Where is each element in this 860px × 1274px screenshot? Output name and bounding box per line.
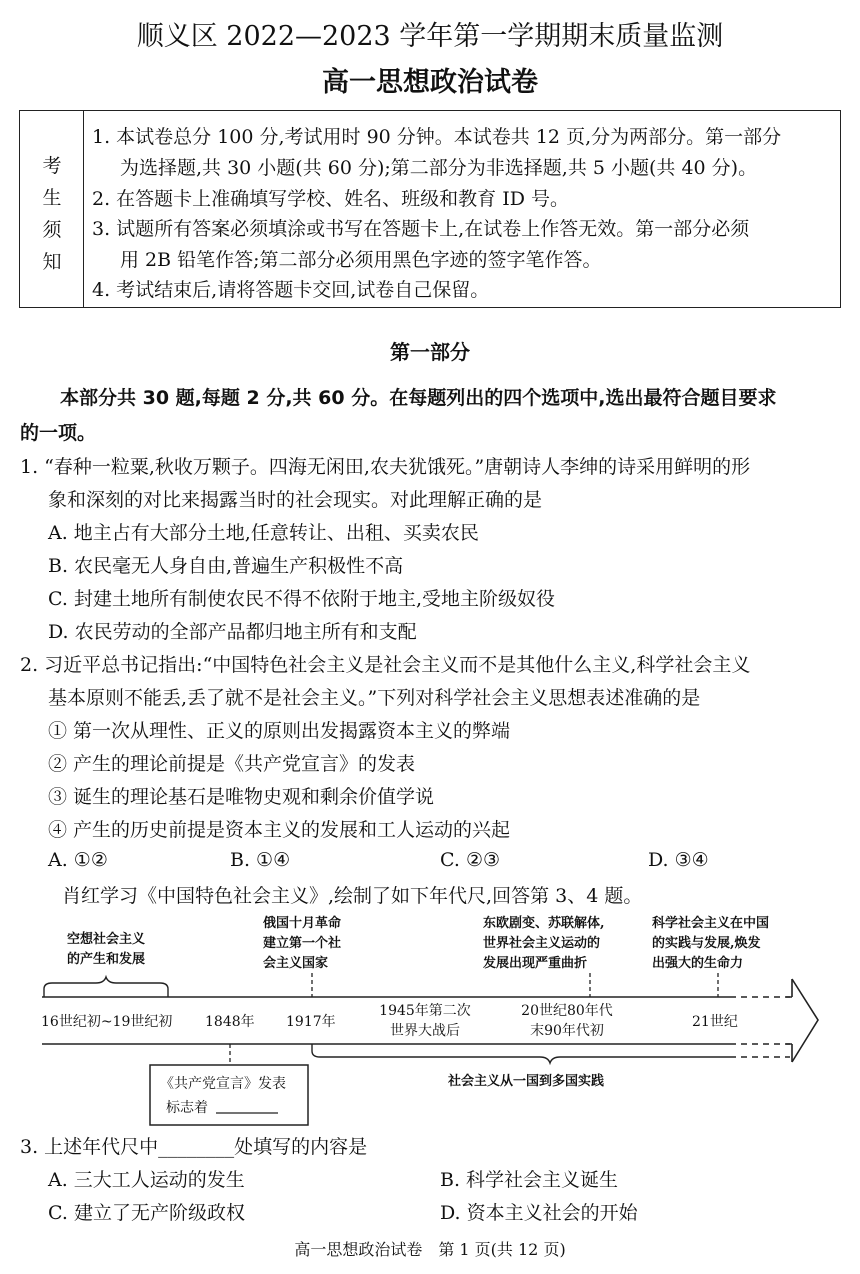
axis-label: 20世纪80年代 (521, 1003, 613, 1019)
bracket-multi-country (312, 1044, 730, 1063)
label-china: 出强大的生命力 (652, 956, 744, 971)
timeline-arrowhead (792, 979, 818, 1062)
manifesto-text: 标志着 (166, 1100, 208, 1116)
label-october: 建立第一个社 (263, 936, 342, 951)
question-1-stem: 象和深刻的对比来揭露当时的社会现实。对此理解正确的是 (48, 489, 543, 511)
notice-label-char: 考 (42, 155, 62, 177)
label-eastern: 发展出现严重曲折 (483, 956, 588, 971)
section-title: 第一部分 (390, 340, 470, 364)
page-footer: 高一思想政治试卷 第 1 页(共 12 页) (294, 1240, 566, 1259)
question-3-option: D. 资本主义社会的开始 (440, 1202, 638, 1224)
axis-label: 1848年 (205, 1014, 255, 1030)
question-2-item: ② 产生的理论前提是《共产党宣言》的发表 (48, 753, 416, 775)
notice-line: 3. 试题所有答案必须填涂或书写在答题卡上,在试卷上作答无效。第一部分必须 (92, 218, 750, 240)
question-2-item: ③ 诞生的理论基石是唯物史观和剩余价值学说 (48, 786, 435, 808)
manifesto-text: 《共产党宣言》发表 (160, 1076, 286, 1092)
question-2-option: B. ①④ (230, 849, 291, 871)
question-1-option: A. 地主占有大部分土地,任意转让、出租、买卖农民 (48, 522, 479, 544)
axis-label: 世界大战后 (390, 1023, 460, 1039)
label-eastern: 世界社会主义运动的 (483, 936, 601, 951)
question-3-option: B. 科学社会主义诞生 (440, 1169, 619, 1191)
notice-label-char: 须 (42, 219, 62, 241)
question-1-option: D. 农民劳动的全部产品都归地主所有和支配 (48, 621, 417, 643)
axis-label: 末90年代初 (530, 1023, 604, 1039)
question-2-option: C. ②③ (440, 849, 501, 871)
notice-line: 用 2B 铅笔作答;第二部分必须用黑色字迹的签字笔作答。 (120, 249, 602, 271)
notice-line: 1. 本试卷总分 100 分,考试用时 90 分钟。本试卷共 12 页,分为两部分。第一部分 (92, 126, 782, 148)
label-eastern: 东欧剧变、苏联解体, (483, 916, 605, 931)
bracket-label: 社会主义从一国到多国实践 (448, 1074, 605, 1089)
question-2-item: ④ 产生的历史前提是资本主义的发展和工人运动的兴起 (48, 819, 511, 841)
label-october: 会主义国家 (263, 956, 329, 971)
notice-line: 为选择题,共 30 小题(共 60 分);第二部分为非选择题,共 5 小题(共 40 分)。 (120, 157, 758, 179)
question-3-option: A. 三大工人运动的发生 (48, 1169, 245, 1191)
question-1-option: B. 农民毫无人身自由,普遍生产积极性不高 (48, 555, 404, 577)
section-intro: 本部分共 30 题,每题 2 分,共 60 分。在每题列出的四个选项中,选出最符合题目要求 (60, 387, 777, 409)
label-china: 科学社会主义在中国 (652, 916, 770, 931)
axis-label: 1917年 (286, 1014, 336, 1030)
axis-label: 21世纪 (692, 1014, 738, 1030)
question-3-stem: 3. 上述年代尺中________处填写的内容是 (20, 1136, 368, 1158)
question-1-option: C. 封建土地所有制使农民不得不依附于地主,受地主阶级奴役 (48, 588, 555, 610)
question-2-option: D. ③④ (648, 849, 709, 871)
utopian-brace (44, 977, 168, 997)
section-intro: 的一项。 (20, 422, 97, 444)
notice-label (20, 111, 84, 307)
question-3-option: C. 建立了无产阶级政权 (48, 1202, 245, 1224)
question-1-stem: 1. “春种一粒粟,秋收万颗子。四海无闲田,农夫犹饿死。”唐朝诗人李绅的诗采用鲜明的形 (20, 456, 751, 478)
question-2-option: A. ①② (48, 849, 108, 871)
question-2-item: ① 第一次从理性、正义的原则出发揭露资本主义的弊端 (48, 720, 511, 742)
notice-label-char: 知 (42, 251, 62, 273)
label-china: 的实践与发展,焕发 (652, 936, 761, 951)
notice-line: 2. 在答题卡上准确填写学校、姓名、班级和教育 ID 号。 (92, 188, 569, 210)
question-2-stem: 基本原则不能丢,丢了就不是社会主义。”下列对科学社会主义思想表述准确的是 (48, 687, 701, 709)
axis-label: 16世纪初~19世纪初 (41, 1014, 173, 1030)
label-october: 俄国十月革命 (263, 916, 342, 931)
exam-title: 顺义区 2022—2023 学年第一学期期末质量监测 (136, 21, 724, 52)
label-utopian: 的产生和发展 (66, 952, 146, 967)
notice-line: 4. 考试结束后,请将答题卡交回,试卷自己保留。 (92, 279, 490, 301)
notice-label-char: 生 (42, 187, 62, 209)
manifesto-box (150, 1065, 308, 1125)
timeline-intro: 肖红学习《中国特色社会主义》,绘制了如下年代尺,回答第 3、4 题。 (62, 885, 643, 907)
question-2-stem: 2. 习近平总书记指出:“中国特色社会主义是社会主义而不是其他什么主义,科学社会主义 (20, 654, 751, 676)
exam-subtitle: 高一思想政治试卷 (322, 67, 538, 98)
axis-label: 1945年第二次 (379, 1003, 471, 1019)
timeline-diagram (0, 905, 860, 1135)
label-utopian: 空想社会主义 (66, 932, 146, 947)
